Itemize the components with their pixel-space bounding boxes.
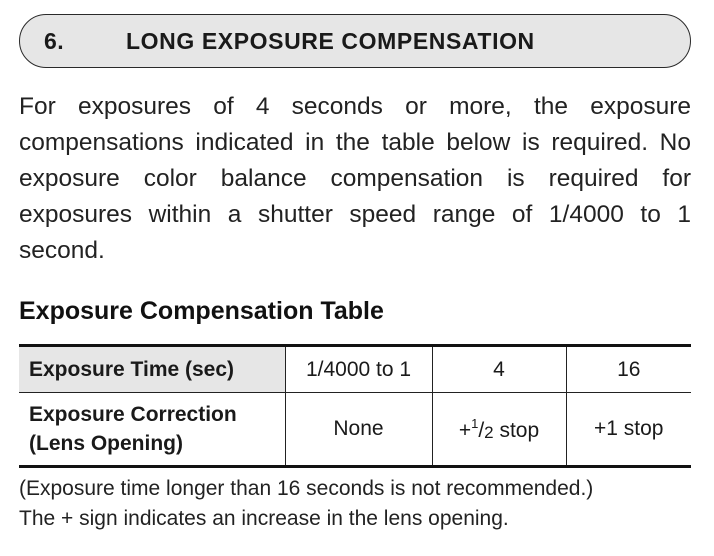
section-number: 6.	[44, 28, 65, 54]
half-stop-denominator: 2	[484, 422, 494, 442]
footnote-2: The + sign indicates an increase in the lens opening.	[19, 507, 509, 530]
table-title: Exposure Compensation Table	[19, 297, 384, 325]
half-stop-slash: /	[478, 418, 485, 442]
half-stop-unit: stop	[493, 418, 540, 442]
section-header	[19, 14, 691, 68]
table-row-exposure-correction	[19, 393, 691, 467]
row-header-line-2: (Lens Opening)	[29, 432, 183, 455]
body-paragraph: For exposures of 4 seconds or more, the exposure compensations indicated in the table below is required. No exposure color balance compensation is required for exposures within a shutter speed range of 1/4000 to 1 second.	[19, 93, 691, 264]
half-stop-numerator: 1	[471, 415, 479, 431]
footnote-1: (Exposure time longer than 16 seconds is not recommended.)	[19, 477, 594, 500]
table-row-exposure-time	[19, 346, 691, 393]
half-stop-prefix: +	[458, 418, 472, 442]
exposure-compensation-table	[19, 344, 691, 468]
cell-time-4: 4	[432, 346, 566, 393]
row-header-exposure-correction	[19, 393, 285, 467]
cell-correction-one-stop: +1 stop	[566, 393, 691, 467]
cell-correction-half-stop	[432, 393, 566, 467]
cell-time-range: 1/4000 to 1	[285, 346, 432, 393]
section-title: LONG EXPOSURE COMPENSATION	[126, 28, 535, 54]
footnotes	[19, 474, 699, 534]
row-header-line-1: Exposure Correction	[29, 403, 237, 426]
cell-time-16: 16	[566, 346, 691, 393]
row-header-exposure-time: Exposure Time (sec)	[19, 346, 285, 393]
cell-correction-none: None	[285, 393, 432, 467]
